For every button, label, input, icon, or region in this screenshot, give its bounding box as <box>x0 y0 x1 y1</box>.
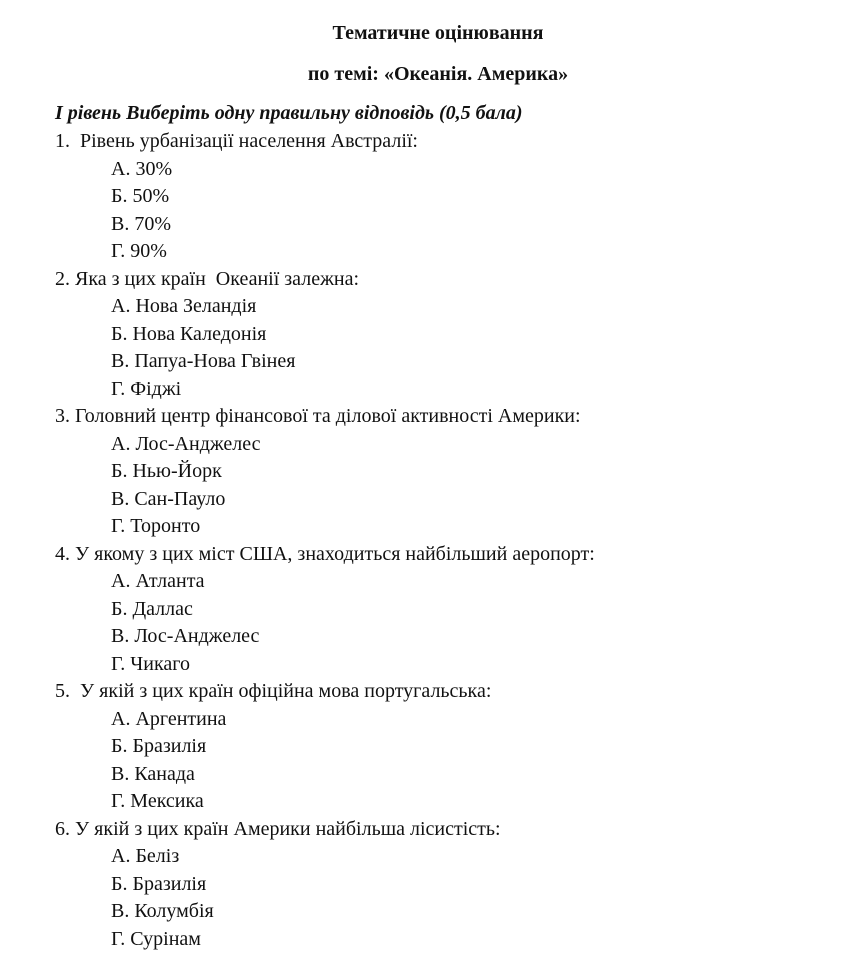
question-4 <box>0 541 864 679</box>
question-2 <box>0 266 864 404</box>
answer-option: В. Канада <box>111 762 195 785</box>
question-list <box>0 128 864 953</box>
question-3 <box>0 403 864 541</box>
answer-option: А. Атланта <box>111 570 205 592</box>
answer-option: Б. Бразилія <box>111 735 207 757</box>
answer-option: Г. Сурінам <box>111 927 201 950</box>
document-title: Тематичне оцінювання <box>332 22 544 44</box>
answer-option: Г. Торонто <box>111 515 201 537</box>
question-5 <box>0 678 864 816</box>
question-text: 3. Головний центр фінансової та ділової активності Америки: <box>55 405 581 427</box>
answer-option: В. Папуа-Нова Гвінея <box>111 350 296 372</box>
question-text: 4. У якому з цих міст США, знаходиться найбільший аеропорт: <box>55 542 595 565</box>
answer-option: В. Колумбія <box>111 900 214 922</box>
answer-option: А. 30% <box>111 157 173 180</box>
answer-option: Б. Нова Каледонія <box>111 322 267 345</box>
answer-option: Б. 50% <box>111 185 170 207</box>
answer-option: Б. Бразилія <box>111 872 207 895</box>
answer-option: В. Лос-Анджелес <box>111 625 260 647</box>
question-1 <box>0 128 864 266</box>
answer-option: А. Аргентина <box>111 707 227 730</box>
section-heading: І рівень Виберіть одну правильну відповідь (0,5 бала) <box>55 102 523 124</box>
answer-option: В. 70% <box>111 212 171 235</box>
question-6 <box>0 816 864 954</box>
answer-option: В. Сан-Пауло <box>111 487 226 510</box>
question-text: 5. У якій з цих країн офіційна мова португальська: <box>55 680 492 702</box>
question-text: 6. У якій з цих країн Америки найбільша лісистість: <box>55 817 501 840</box>
answer-option: Б. Даллас <box>111 597 193 620</box>
answer-option: А. Беліз <box>111 845 180 867</box>
answer-option: Б. Нью-Йорк <box>111 460 222 482</box>
answer-option: Г. 90% <box>111 240 167 262</box>
question-text: 2. Яка з цих країн Океанії залежна: <box>55 267 360 290</box>
answer-option: Г. Мексика <box>111 790 204 812</box>
answer-option: А. Лос-Анджелес <box>111 432 261 455</box>
answer-option: А. Нова Зеландія <box>111 295 257 317</box>
document-subtitle: по темі: «Океанія. Америка» <box>307 63 569 85</box>
answer-option: Г. Фіджі <box>111 377 182 400</box>
answer-option: Г. Чикаго <box>111 652 191 675</box>
question-text: 1. Рівень урбанізації населення Австралії: <box>55 130 418 152</box>
